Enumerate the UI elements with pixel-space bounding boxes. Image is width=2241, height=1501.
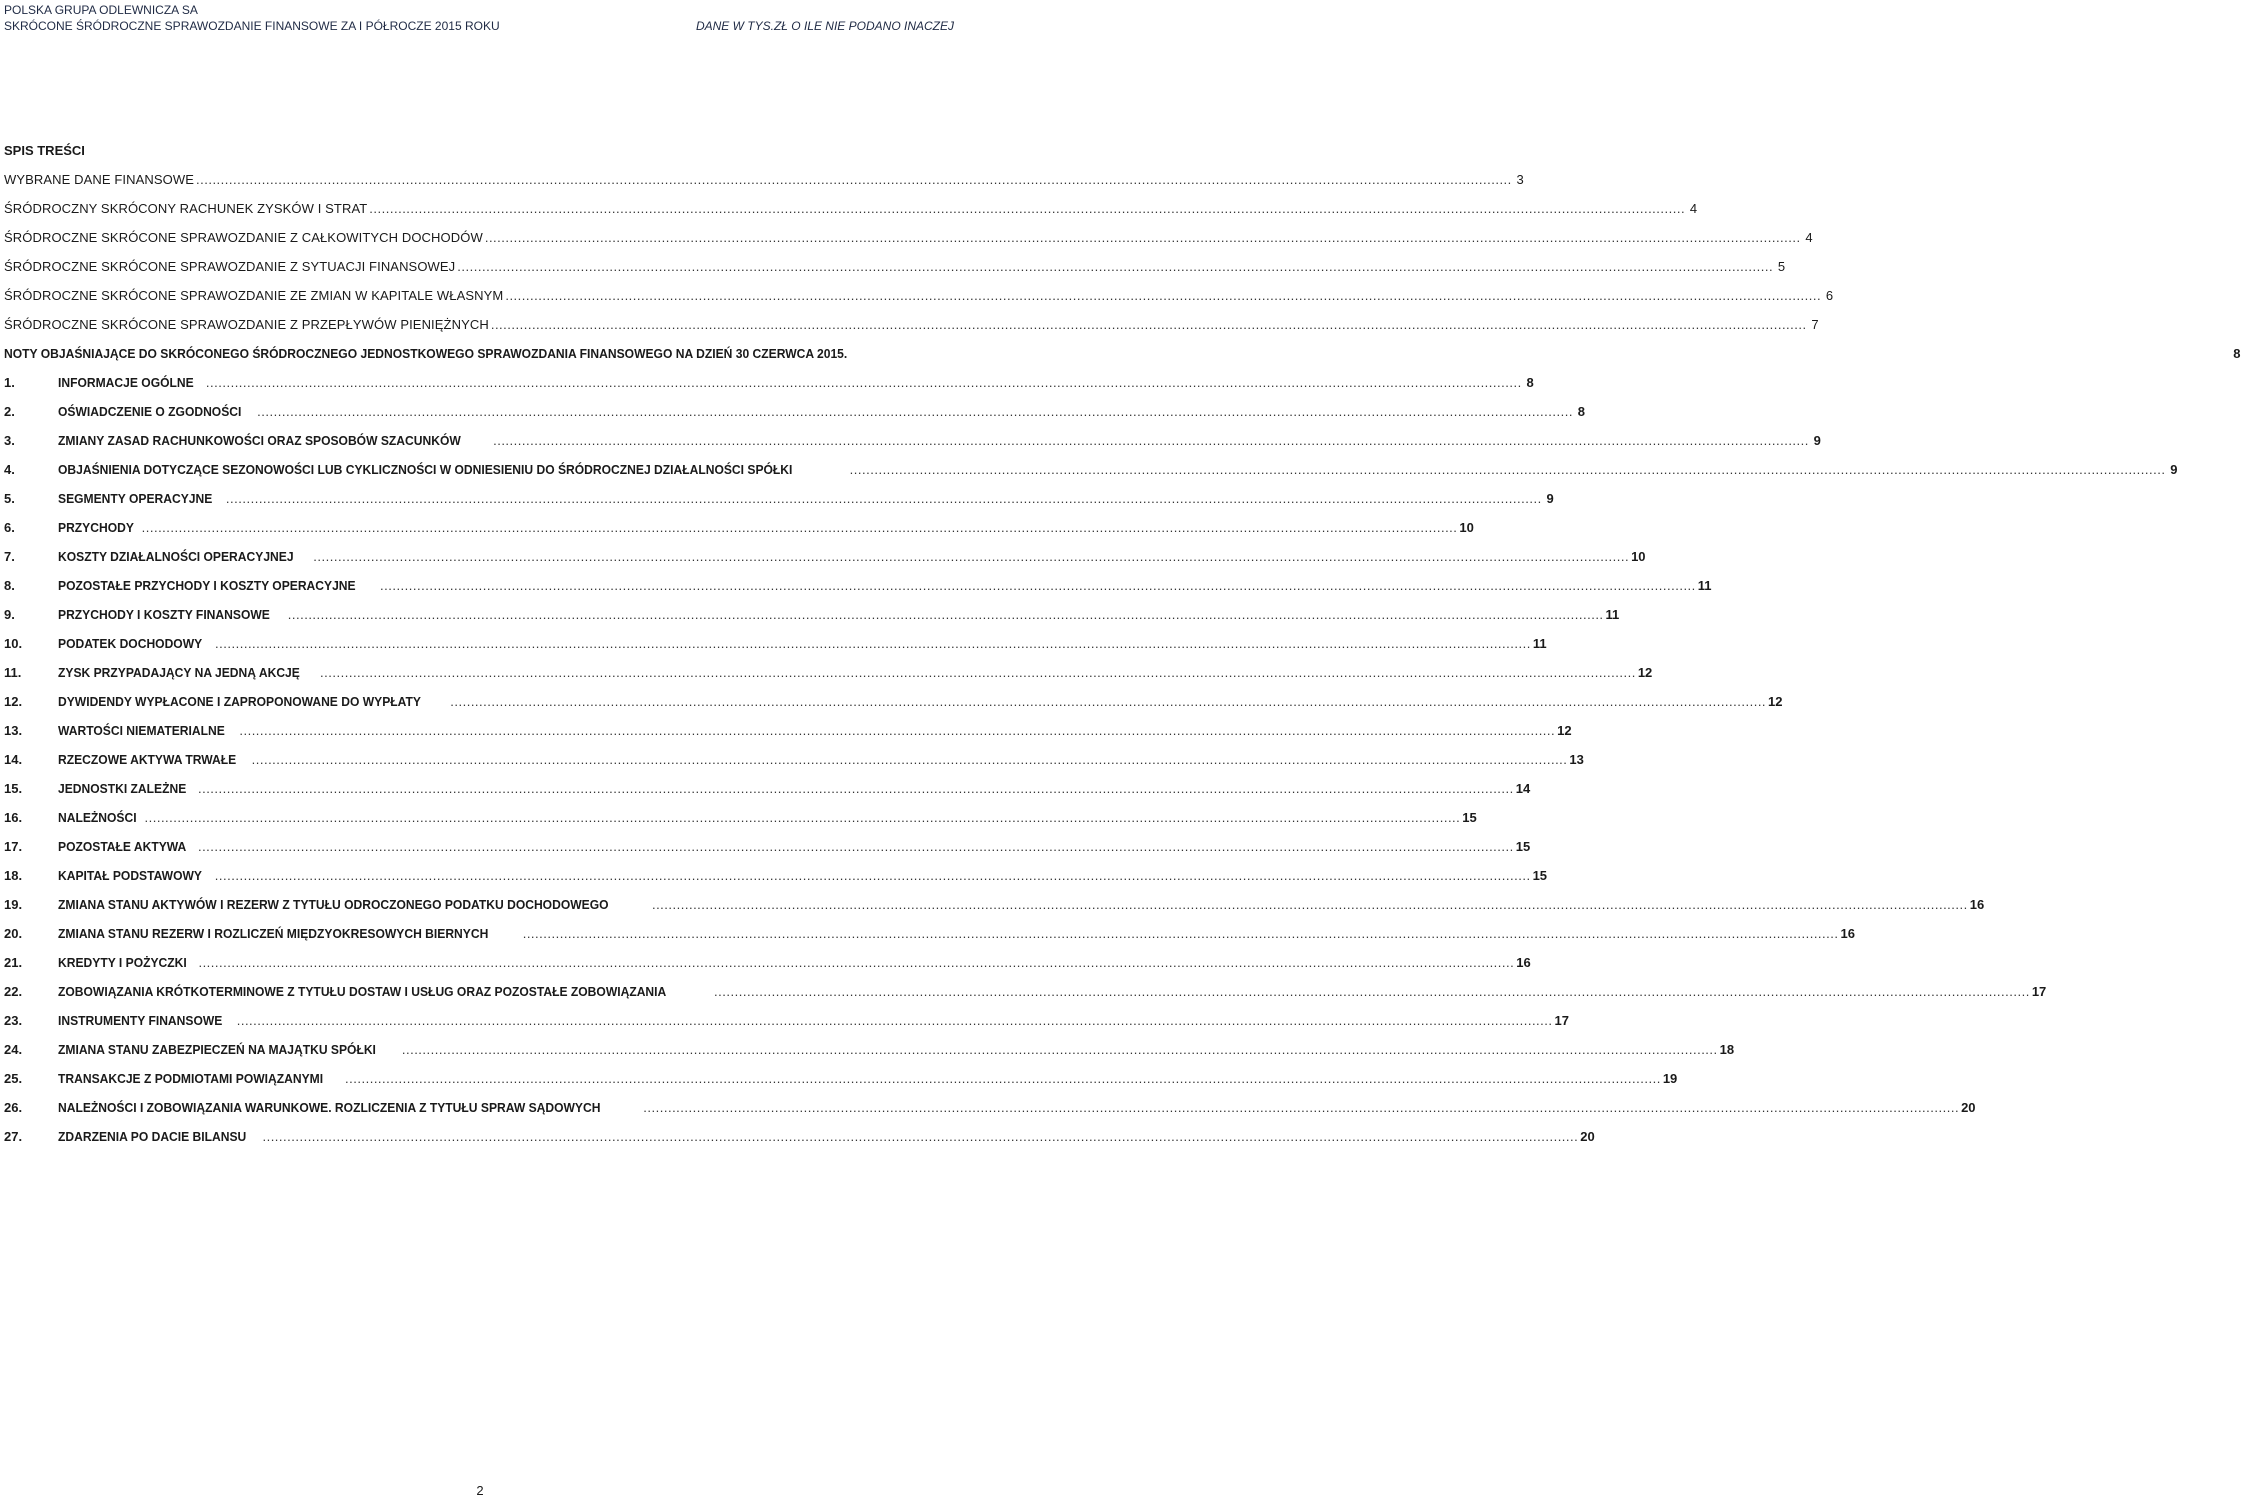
toc-entry-page[interactable]: 3	[1516, 172, 1524, 187]
toc-entry-title[interactable]: NALEŻNOŚCI I ZOBOWIĄZANIA WARUNKOWE. ROZLICZENIA Z TYTUŁU SPRAW SĄDOWYCH	[58, 1100, 601, 1115]
toc-entry[interactable]	[4, 634, 1547, 663]
dot-leader	[457, 257, 1773, 277]
toc-entry-page[interactable]: 5	[1777, 259, 1786, 274]
toc-entry[interactable]	[4, 315, 1819, 344]
dot-leader	[262, 1127, 1578, 1147]
dot-leader	[850, 460, 2166, 480]
dot-leader	[198, 837, 1514, 857]
toc-entry-number: 24.	[4, 1042, 23, 1057]
toc-entry-page[interactable]: 8	[1526, 375, 1534, 390]
toc-entry-page[interactable]: 16	[1840, 926, 1855, 941]
toc-entry-title[interactable]: PRZYCHODY I KOSZTY FINANSOWE	[58, 607, 270, 622]
toc-entry-title[interactable]: ZMIANA STANU ZABEZPIECZEŃ NA MAJĄTKU SPÓŁKI	[58, 1042, 376, 1057]
dot-leader	[288, 605, 1604, 625]
dot-leader	[257, 402, 1573, 422]
dot-leader	[369, 199, 1685, 219]
dot-leader	[237, 1011, 1553, 1031]
toc-entry-title[interactable]: ŚRÓDROCZNE SKRÓCONE SPRAWOZDANIE Z CAŁKOWITYCH DOCHODÓW	[4, 230, 483, 245]
toc-entry-page[interactable]: 20	[1580, 1129, 1595, 1144]
toc-entry-page[interactable]: 14	[1515, 781, 1531, 796]
toc-entry-title[interactable]: KREDYTY I POŻYCZKI	[58, 955, 187, 970]
toc-entry-title[interactable]: ŚRÓDROCZNE SKRÓCONE SPRAWOZDANIE ZE ZMIAN W KAPITALE WŁASNYM	[4, 288, 504, 303]
toc-entry[interactable]	[4, 692, 1783, 721]
toc-entry[interactable]	[4, 808, 1477, 837]
toc-entry-number: 27.	[4, 1129, 23, 1144]
toc-entry-number: 1.	[4, 375, 15, 390]
toc-entry-page[interactable]: 11	[1532, 636, 1547, 651]
toc-entry-page[interactable]: 13	[1569, 752, 1584, 767]
toc-entry[interactable]	[4, 721, 1572, 750]
toc-entry-page[interactable]: 18	[1719, 1042, 1735, 1057]
toc-entry-number: 6.	[4, 520, 15, 535]
toc-entry-title[interactable]: KOSZTY DZIAŁALNOŚCI OPERACYJNEJ	[58, 549, 294, 564]
toc-entry-page[interactable]: 12	[1637, 665, 1653, 680]
toc-entry-page[interactable]: 19	[1662, 1071, 1678, 1086]
toc-entry-number: 14.	[4, 752, 23, 767]
dot-leader	[215, 634, 1531, 654]
toc-entry-page[interactable]: 11	[1697, 578, 1712, 593]
toc-entry-number: 4.	[4, 462, 15, 477]
toc-entry-number: 20.	[4, 926, 23, 941]
toc-entry-title[interactable]: SEGMENTY OPERACYJNE	[58, 491, 213, 506]
toc-entry-page[interactable]: 17	[2031, 984, 2047, 999]
dot-leader	[345, 1069, 1661, 1089]
toc-entry-title[interactable]: OBJAŚNIENIA DOTYCZĄCE SEZONOWOŚCI LUB CYKLICZNOŚCI W ODNIESIENIU DO ŚRÓDROCZNEJ DZIAŁALNOŚCI SPÓŁKI	[58, 462, 793, 477]
toc-entry[interactable]	[4, 170, 1524, 199]
toc-entry-number: 3.	[4, 433, 15, 448]
toc-entry-page[interactable]: 10	[1631, 549, 1646, 564]
dot-leader	[643, 1098, 1959, 1118]
toc-entry-title[interactable]: WARTOŚCI NIEMATERIALNE	[58, 723, 225, 738]
dot-leader	[252, 750, 1568, 770]
toc-entry-title[interactable]: ZDARZENIA PO DACIE BILANSU	[58, 1129, 247, 1144]
toc-entry-page[interactable]: 15	[1532, 868, 1548, 883]
table-of-contents	[4, 170, 2241, 1156]
dot-leader	[320, 663, 1636, 683]
page-number: 2	[476, 1483, 484, 1498]
toc-entry-number: 17.	[4, 839, 23, 854]
toc-entry-page[interactable]: 15	[1462, 810, 1477, 825]
toc-entry-number: 25.	[4, 1071, 23, 1086]
toc-entry-page[interactable]: 9	[1813, 433, 1821, 448]
toc-entry[interactable]	[4, 924, 1855, 953]
toc-entry-title[interactable]: WYBRANE DANE FINANSOWE	[4, 172, 194, 187]
dot-leader	[198, 953, 1514, 973]
dot-leader	[491, 315, 1807, 335]
toc-entry[interactable]	[4, 779, 1531, 808]
toc-entry-title[interactable]: TRANSAKCJE Z PODMIOTAMI POWIĄZANYMI	[58, 1071, 324, 1086]
dot-leader	[485, 228, 1801, 248]
toc-entry-page[interactable]: 15	[1515, 839, 1531, 854]
toc-entry-page[interactable]: 16	[1516, 955, 1531, 970]
toc-entry[interactable]	[4, 257, 1786, 286]
toc-entry-title[interactable]: DYWIDENDY WYPŁACONE I ZAPROPONOWANE DO WYPŁATY	[58, 694, 421, 709]
dot-leader	[196, 170, 1512, 190]
dot-leader	[206, 373, 1522, 393]
toc-entry-number: 5.	[4, 491, 15, 506]
toc-entry-page[interactable]: 9	[1546, 491, 1554, 506]
toc-entry-page[interactable]: 16	[1969, 897, 1985, 912]
dot-leader	[523, 924, 1839, 944]
toc-entry[interactable]	[4, 837, 1531, 866]
dot-leader	[505, 286, 1821, 306]
toc-entry[interactable]	[4, 460, 2178, 489]
toc-entry-title[interactable]: ŚRÓDROCZNE SKRÓCONE SPRAWOZDANIE Z SYTUACJI FINANSOWEJ	[4, 259, 456, 274]
toc-entry[interactable]	[4, 866, 1548, 895]
toc-entry-title[interactable]: KAPITAŁ PODSTAWOWY	[58, 868, 202, 883]
toc-entry-title[interactable]: ZMIANA STANU AKTYWÓW I REZERW Z TYTUŁU ODROCZONEGO PODATKU DOCHODOWEGO	[58, 897, 609, 912]
dot-leader	[313, 547, 1629, 567]
toc-entry-page[interactable]: 4	[1805, 230, 1813, 245]
toc-entry[interactable]	[4, 518, 1474, 547]
toc-entry[interactable]	[4, 402, 1585, 431]
toc-entry[interactable]	[4, 750, 1584, 779]
toc-entry-title[interactable]: RZECZOWE AKTYWA TRWAŁE	[58, 752, 237, 767]
toc-entry-title[interactable]: POZOSTAŁE AKTYWA	[58, 839, 187, 854]
toc-entry-title[interactable]: NOTY OBJAŚNIAJĄCE DO SKRÓCONEGO ŚRÓDROCZNEGO JEDNOSTKOWEGO SPRAWOZDANIA FINANSOWEGO NA DZIEŃ 30 CZERWCA 2015.	[4, 346, 848, 361]
toc-entry-page[interactable]: 20	[1961, 1100, 1976, 1115]
toc-entry-page[interactable]: 11	[1605, 607, 1620, 622]
dot-leader	[380, 576, 1696, 596]
toc-entry[interactable]	[4, 547, 1646, 576]
toc-entry-title[interactable]: PRZYCHODY	[58, 520, 134, 535]
report-title: SKRÓCONE ŚRÓDROCZNE SPRAWOZDANIE FINANSOWE ZA I PÓŁROCZE 2015 ROKU	[4, 19, 500, 33]
toc-entry-title[interactable]: INSTRUMENTY FINANSOWE	[58, 1013, 223, 1028]
toc-entry-number: 7.	[4, 549, 15, 564]
dot-leader	[215, 866, 1531, 886]
toc-entry-title[interactable]: ZMIANA STANU REZERW I ROZLICZEŃ MIĘDZYOKRESOWYCH BIERNYCH	[58, 926, 489, 941]
dot-leader	[402, 1040, 1718, 1060]
toc-entry-number: 23.	[4, 1013, 23, 1028]
toc-title: SPIS TREŚCI	[4, 143, 85, 158]
toc-entry-number: 19.	[4, 897, 23, 912]
toc-entry-title[interactable]: ZMIANY ZASAD RACHUNKOWOŚCI ORAZ SPOSOBÓW SZACUNKÓW	[58, 433, 461, 448]
dot-leader	[145, 808, 1461, 828]
toc-entry[interactable]	[4, 431, 1821, 460]
toc-entry[interactable]	[4, 344, 2241, 373]
toc-entry-title[interactable]: ŚRÓDROCZNE SKRÓCONE SPRAWOZDANIE Z PRZEPŁYWÓW PIENIĘŻNYCH	[4, 317, 489, 332]
toc-entry-title[interactable]: JEDNOSTKI ZALEŻNE	[58, 781, 187, 796]
toc-entry-number: 10.	[4, 636, 23, 651]
toc-entry-page[interactable]: 8	[2233, 346, 2241, 361]
dot-leader	[142, 518, 1458, 538]
toc-entry-number: 15.	[4, 781, 23, 796]
toc-entry-number: 13.	[4, 723, 23, 738]
toc-entry-title[interactable]: PODATEK DOCHODOWY	[58, 636, 203, 651]
toc-entry-page[interactable]: 4	[1689, 201, 1698, 216]
toc-entry-number: 22.	[4, 984, 23, 999]
toc-entry-page[interactable]: 12	[1768, 694, 1783, 709]
toc-entry-page[interactable]: 7	[1811, 317, 1819, 332]
toc-entry-page[interactable]: 12	[1557, 723, 1572, 738]
toc-entry-number: 16.	[4, 810, 23, 825]
toc-entry-page[interactable]: 8	[1577, 404, 1585, 419]
toc-entry[interactable]	[4, 982, 2047, 1011]
toc-entry[interactable]	[4, 228, 1813, 257]
toc-entry-number: 2.	[4, 404, 15, 419]
dot-leader	[450, 692, 1766, 712]
toc-entry-number: 8.	[4, 578, 15, 593]
toc-entry[interactable]	[4, 663, 1653, 692]
toc-entry-title[interactable]: NALEŻNOŚCI	[58, 810, 137, 825]
toc-entry-title[interactable]: INFORMACJE OGÓLNE	[58, 375, 194, 390]
toc-entry-number: 11.	[4, 665, 22, 680]
dot-leader	[239, 721, 1555, 741]
toc-entry-number: 21.	[4, 955, 23, 970]
toc-entry-number: 9.	[4, 607, 15, 622]
toc-entry-page[interactable]: 17	[1554, 1013, 1569, 1028]
toc-entry[interactable]	[4, 605, 1620, 634]
company-name: POLSKA GRUPA ODLEWNICZA SA	[4, 3, 198, 17]
dot-leader	[198, 779, 1514, 799]
dot-leader	[652, 895, 1968, 915]
toc-entry-page[interactable]: 9	[2170, 462, 2178, 477]
toc-entry[interactable]	[4, 895, 1985, 924]
toc-entry-number: 12.	[4, 694, 23, 709]
toc-entry-number: 18.	[4, 868, 23, 883]
toc-entry[interactable]	[4, 1040, 1735, 1069]
toc-entry[interactable]	[4, 286, 1834, 315]
toc-entry-title[interactable]: POZOSTAŁE PRZYCHODY I KOSZTY OPERACYJNE	[58, 578, 356, 593]
toc-entry-title[interactable]: ŚRÓDROCZNY SKRÓCONY RACHUNEK ZYSKÓW I STRAT	[4, 201, 368, 216]
page-header	[4, 2, 954, 34]
toc-entry[interactable]	[4, 1098, 1976, 1127]
toc-entry-title[interactable]: ZYSK PRZYPADAJĄCY NA JEDNĄ AKCJĘ	[58, 665, 300, 680]
toc-entry[interactable]	[4, 199, 1698, 228]
toc-entry[interactable]	[4, 576, 1712, 605]
units-note: DANE W TYS.ZŁ O ILE NIE PODANO INACZEJ	[695, 19, 954, 33]
toc-entry[interactable]	[4, 1127, 1595, 1156]
toc-entry-title[interactable]: ZOBOWIĄZANIA KRÓTKOTERMINOWE Z TYTUŁU DOSTAW I USŁUG ORAZ POZOSTAŁE ZOBOWIĄZANIA	[58, 984, 667, 999]
dot-leader	[493, 431, 1809, 451]
toc-entry-number: 26.	[4, 1100, 23, 1115]
toc-entry[interactable]	[4, 1011, 1569, 1040]
dot-leader	[714, 982, 2030, 1002]
toc-entry[interactable]	[4, 373, 1534, 402]
toc-entry[interactable]	[4, 489, 1554, 518]
toc-entry[interactable]	[4, 1069, 1678, 1098]
toc-entry[interactable]	[4, 953, 1531, 982]
toc-entry-page[interactable]: 6	[1825, 288, 1834, 303]
dot-leader	[226, 489, 1542, 509]
toc-entry-page[interactable]: 10	[1459, 520, 1474, 535]
toc-entry-title[interactable]: OŚWIADCZENIE O ZGODNOŚCI	[58, 404, 242, 419]
